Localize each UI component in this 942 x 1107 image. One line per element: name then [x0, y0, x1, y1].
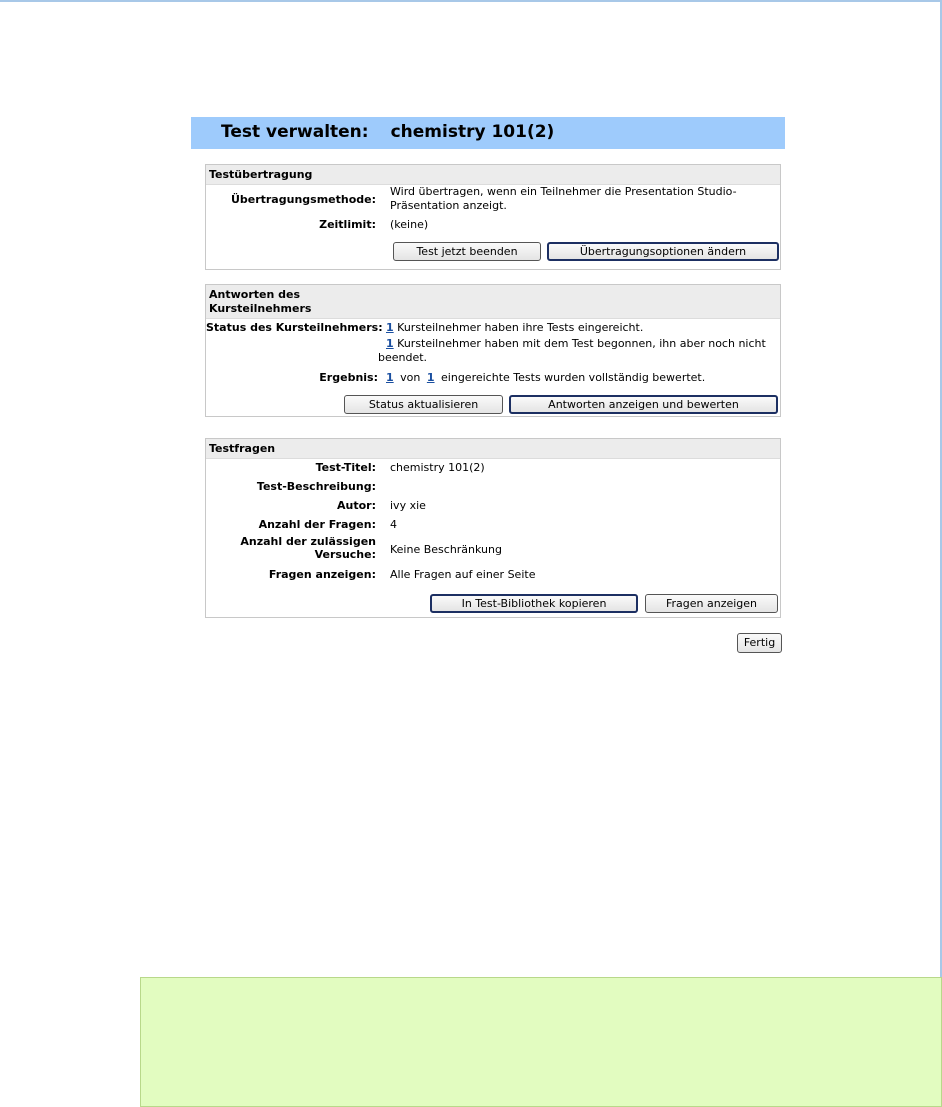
transfer-section — [205, 164, 781, 270]
question-count-value: 4 — [390, 518, 397, 531]
responses-section — [205, 284, 781, 417]
display-questions-label: Fragen anzeigen: — [268, 568, 376, 581]
info-box — [140, 977, 942, 1107]
result-label: Ergebnis: — [319, 371, 378, 384]
responses-heading-text: Antworten des Kursteilnehmers — [209, 288, 312, 315]
started-text: Kursteilnehmer haben mit dem Test begonnen, ihn aber noch nicht beendet. — [378, 337, 766, 364]
timelimit-value: (keine) — [390, 218, 429, 231]
attempts-label: Anzahl der zulässigen Versuche: — [240, 535, 376, 561]
transfer-heading: Testübertragung — [206, 165, 780, 185]
submitted-text: Kursteilnehmer haben ihre Tests eingereicht. — [397, 321, 644, 334]
end-test-button[interactable]: Test jetzt beenden — [393, 242, 541, 261]
questions-section — [205, 438, 781, 618]
attempts-value: Keine Beschränkung — [390, 543, 502, 556]
result-text: eingereichte Tests wurden vollständig bewertet. — [441, 371, 706, 384]
transfer-method-value: Wird übertragen, wenn ein Teilnehmer die Presentation Studio-Präsentation anzeigt. — [390, 185, 737, 212]
result-graded-link[interactable]: 1 — [386, 371, 394, 384]
questions-heading: Testfragen — [206, 439, 780, 459]
question-count-label: Anzahl der Fragen: — [258, 518, 376, 531]
page-title-bar — [191, 117, 785, 149]
page-title-prefix: Test verwalten: — [221, 122, 369, 142]
test-description-label: Test-Beschreibung: — [256, 480, 376, 493]
author-label: Autor: — [337, 499, 376, 512]
view-and-grade-button[interactable]: Antworten anzeigen und bewerten — [509, 395, 778, 414]
result-row — [386, 371, 705, 384]
test-title-value: chemistry 101(2) — [390, 461, 485, 474]
display-questions-value: Alle Fragen auf einer Seite — [390, 568, 536, 581]
responses-heading — [206, 285, 780, 319]
done-button[interactable]: Fertig — [737, 633, 782, 653]
started-row — [378, 337, 773, 365]
student-status-label: Status des Kursteilnehmers: — [206, 321, 383, 334]
timelimit-label: Zeitlimit: — [319, 218, 376, 231]
author-value: ivy xie — [390, 499, 426, 512]
change-transfer-options-button[interactable]: Übertragungsoptionen ändern — [547, 242, 779, 261]
show-questions-button[interactable]: Fragen anzeigen — [645, 594, 778, 613]
result-total-link[interactable]: 1 — [426, 371, 435, 384]
top-border — [0, 0, 942, 2]
page-title — [221, 122, 554, 142]
result-of-text: von — [400, 371, 421, 384]
started-count-link[interactable]: 1 — [386, 337, 394, 350]
test-title-label: Test-Titel: — [315, 461, 376, 474]
copy-to-library-button[interactable]: In Test-Bibliothek kopieren — [430, 594, 638, 613]
submitted-row — [386, 321, 643, 334]
refresh-status-button[interactable]: Status aktualisieren — [344, 395, 503, 414]
page-title-test-name: chemistry 101(2) — [390, 122, 555, 142]
submitted-count-link[interactable]: 1 — [386, 321, 394, 334]
transfer-method-label: Übertragungsmethode: — [230, 193, 376, 206]
